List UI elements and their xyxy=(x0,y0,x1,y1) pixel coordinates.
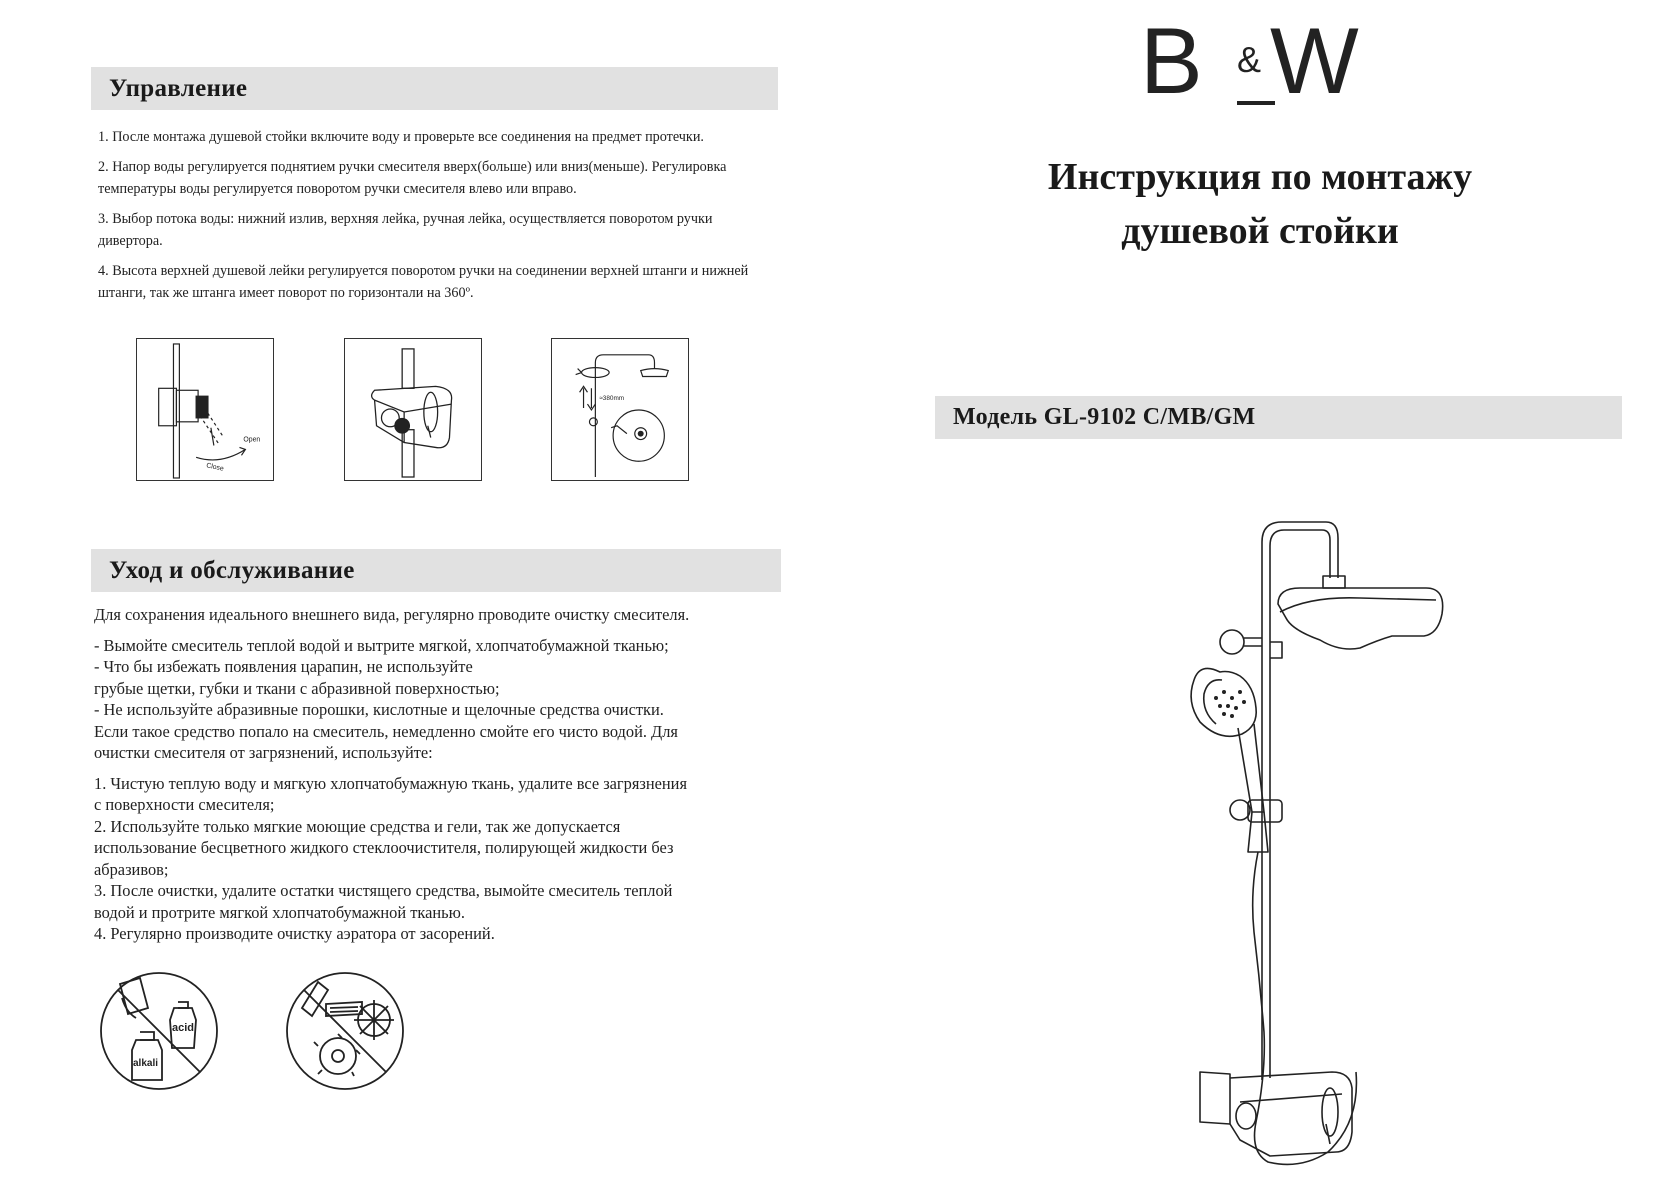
control-instructions xyxy=(98,126,774,312)
logo-letter-w: W xyxy=(1270,8,1357,113)
control-item-3: 3. Выбор потока воды: нижний излив, верхняя лейка, ручная лейка, осуществляется поворотом ручки дивертора. xyxy=(98,211,713,249)
label-height: ≈380mm xyxy=(599,395,625,403)
care-step: 4. Регулярно производите очистку аэратора от засорений. xyxy=(94,924,495,943)
title-line-2: душевой стойки xyxy=(1121,210,1399,252)
care-warning: - Не используйте абразивные порошки, кислотные и щелочные средства очистки. xyxy=(94,700,664,719)
care-intro: Для сохранения идеального внешнего вида, регулярно проводите очистку смесителя. xyxy=(94,605,690,624)
label-close: Close xyxy=(205,462,225,473)
care-step: использование бесцветного жидкого стеклоочистителя, полирующей жидкости без xyxy=(94,838,674,857)
control-item-4: 4. Высота верхней душевой лейки регулируется поворотом ручки на соединении верхней штанги и нижней штанги, так же штанга имеет поворот по горизонтали на 360º. xyxy=(98,263,749,301)
care-step: 2. Используйте только мягкие моющие средства и гели, так же допускается xyxy=(94,816,621,836)
care-warning: - Вымойте смеситель теплой водой и вытрите мягкой, хлопчатобумажной тканью; xyxy=(94,635,669,655)
care-warning: - Что бы избежать появления царапин, не используйте xyxy=(94,657,473,676)
label-alkali: alkali xyxy=(133,1058,159,1069)
model-heading: Модель GL-9102 C/MB/GM xyxy=(935,396,1622,439)
logo-letter-b: B xyxy=(1140,8,1201,113)
figure-lever-open-close xyxy=(136,338,274,481)
care-warning: Если такое средство попало на смеситель, немедленно смойте его чисто водой. Для xyxy=(94,721,678,741)
care-step: водой и протрите мягкой хлопчатобумажной тканью. xyxy=(94,902,465,922)
title-line-1: Инструкция по монтажу xyxy=(1047,156,1473,198)
care-step: абразивов; xyxy=(94,859,169,879)
care-warning: грубые щетки, губки и ткани с абразивной поверхностью; xyxy=(94,678,500,698)
control-heading: Управление xyxy=(91,67,778,110)
no-abrasives-icon xyxy=(282,968,408,1094)
no-chemicals-icon xyxy=(96,968,222,1094)
figure-diverter-knob xyxy=(344,338,482,481)
care-step: 1. Чистую теплую воду и мягкую хлопчатобумажную ткань, удалите все загрязнения xyxy=(94,773,687,793)
shower-system-illustration xyxy=(1160,512,1460,1172)
care-step: 3. После очистки, удалите остатки чистящего средства, вымойте смеситель теплой xyxy=(94,881,673,900)
brand-logo xyxy=(1140,8,1405,113)
control-item-2: 2. Напор воды регулируется поднятием ручки смесителя вверх(больше) или вниз(меньше). Регулировка температуры воды регулируется поворотом ручки смесителя влево или вправо. xyxy=(98,159,727,197)
label-acid: acid xyxy=(172,1022,195,1034)
care-heading: Уход и обслуживание xyxy=(91,549,781,592)
page-title xyxy=(980,150,1540,258)
care-warning: очистки смесителя от загрязнений, используйте: xyxy=(94,743,433,762)
care-instructions xyxy=(94,604,794,945)
logo-ampersand: & xyxy=(1237,39,1262,80)
care-step: с поверхности смесителя; xyxy=(94,795,275,814)
figure-height-rotation xyxy=(551,338,689,481)
control-item-1: 1. После монтажа душевой стойки включите воду и проверьте все соединения на предмет протечки. xyxy=(98,129,704,145)
label-open: Open xyxy=(243,436,261,444)
